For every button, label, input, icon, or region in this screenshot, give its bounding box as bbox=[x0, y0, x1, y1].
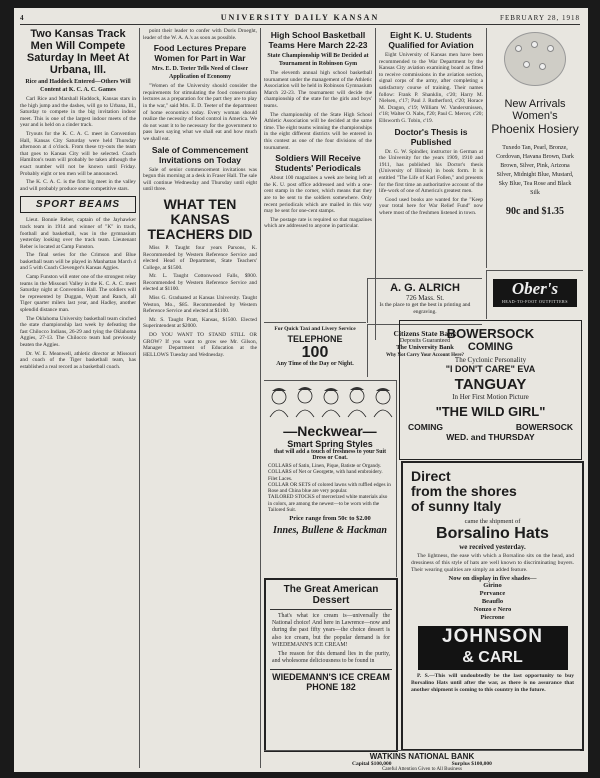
sport-p4: Lieut. Bonnie Reber, captain of the Jayhawker track team in 1914 and winner of "K" in track, football and basketball, was in the gymnasium yesterday looking over the track team. Lieutenant Reber is located at Camp Funston. bbox=[20, 217, 136, 250]
borsa-shade: Pervance bbox=[479, 590, 506, 598]
bank-name: Citizens State Bank bbox=[393, 329, 457, 338]
taxi-line1: For Quick Taxi and Livery Service bbox=[274, 326, 356, 332]
watkins-name: WATKINS NATIONAL BANK bbox=[369, 752, 475, 761]
borsa-shade: Piecrone bbox=[480, 614, 505, 622]
hs-p1: The eleventh annual high school basketball tournament under the management of the Athletic Association will be held in Robinson Gymnasium March 22-23. The tournament will decide the championship of the state for the girls and boys' teams. bbox=[264, 70, 372, 109]
wa-intro: point their leader to confer with Doris Droeght, leader of the W. A. A.'s as soon as possible. bbox=[143, 28, 257, 41]
track-subhead: Rice and Haddock Entered—Others Will Content at K. C. A. C. Games bbox=[25, 79, 131, 93]
teachers-p4: Mr. L. Taught Cottonwood Falls, $900. Recommended by Western Reference Service and elected at $1100. bbox=[143, 273, 257, 293]
news-colors: Tuxedo Tan, Pearl, Bronze, Cordovan, Havana Brown, Dark Brown, Silver, Pink, Arizona Silver, Midnight Blue, Mustard, Sky Blue, Tea Rose and Black Silk bbox=[496, 145, 574, 196]
neck-sub: Smart Spring Styles bbox=[287, 439, 373, 449]
aviation-p1: Eight University of Kansas men have been recommended to the War Department by the Kansas City aviation examining board as fitted to receive commissions in the aviation section, signal corps of the army, after completing a satisfactory course of training. Their names follow: Frank P. Shanklin, c'20; Harry M. Nielsen, c'17; Paul J. Rutherford, c'20; Horace M. Dragon, c'19; William W. Vandersmissen, c'18; Walter O. Nabs, f'20; Paul C. Mercer, c'20; Ellsworth G. Tobin, c'19. bbox=[379, 52, 483, 124]
bower-when-row bbox=[400, 419, 581, 432]
teachers-p3: Miss P. Taught four years Parsons, K. Recommended by Western Reference Service and elected Head of Department, State Teachers' College, at $1500. bbox=[143, 244, 257, 271]
teachers-p6: Mr. S. Taught Pratt, Kansas, $1500. Elected Superintendent at $2000. bbox=[143, 316, 257, 330]
hs-basketball-subhead: State Championship Will Be Decided at Tournament in Robinson Gym bbox=[267, 53, 369, 67]
dessert-phone: PHONE 182 bbox=[306, 682, 356, 693]
dessert-p2: The reason for this demand lies in the purity, and wholesome deliciousness to be found in bbox=[272, 651, 390, 665]
bower-coming: COMING bbox=[467, 341, 514, 353]
dessert-brand: WIEDEMANN'S ICE CREAM bbox=[272, 672, 390, 683]
column-1 bbox=[20, 28, 136, 768]
soldiers-headline: Soldiers Will Receive Students' Periodicals bbox=[274, 153, 362, 174]
wiedemann-ad bbox=[264, 578, 398, 752]
neck-title: —Neckwear— bbox=[283, 423, 377, 439]
news-price: 90c and $1.35 bbox=[505, 206, 565, 217]
page-number: 4 bbox=[20, 14, 25, 22]
borsa-received: we received yesterday. bbox=[459, 543, 526, 551]
neck-details bbox=[264, 461, 396, 513]
sport-p6: Camp Funston will enter one of the strongest relay teams in the Missouri Valley in the K. C. A. C. meet Saturday night at Convention Hall. The soldiers will be represented by Duggan, Wyatt and Ranch, all Tiger quarter milers last year, and Hadley, another splendid distance man. bbox=[20, 274, 136, 314]
borsa-ps: P. S.—This will undoubtedly be the last opportunity to buy Borsalino Hats until after the war, as there is no assurance that another shipment is coming to this country in the future. bbox=[411, 673, 574, 693]
borsa-shade: Beauflo bbox=[481, 598, 504, 606]
borsa-italy: of sunny Italy bbox=[411, 498, 502, 514]
food-subhead: Mrs. E. D. Teeter Tells Need of Closer Application of Economy bbox=[151, 66, 249, 81]
sport-p7: The Oklahoma University basketball team cinched the state championship last week by defeating the fast Chilocco Indians, 26-29 and tying the Oklahoma Aggies, 27-13. The Chilocco team had previously beaten the Aggies. bbox=[20, 315, 136, 348]
taxi-ad bbox=[264, 322, 366, 379]
alrich-name: A. G. ALRICH bbox=[390, 282, 460, 294]
taxi-line3: Any Time of the Day or Night. bbox=[276, 361, 354, 367]
borsalino-ad bbox=[401, 461, 584, 751]
neckwear-ad bbox=[264, 380, 397, 577]
column-2 bbox=[143, 28, 257, 768]
obers-logo: Ober's HEAD-TO-FOOT OUTFITTERS bbox=[493, 279, 577, 307]
hs-p2: The championship of the State High School Athletic Association will be decided at the same time. The eight teams winning the championships in the eight different districts will be entered in this contest as one of the four divisions of the tournament. bbox=[264, 111, 372, 151]
bower-quote: "I DON'T CARE" EVA bbox=[445, 364, 536, 374]
watkins-tag: Careful Attention Given to All Business bbox=[382, 767, 462, 772]
track-p3: The K. C. A. C. is the first big meet in the valley and will probably produce some competitive stars. bbox=[20, 179, 136, 192]
newspaper-page bbox=[14, 8, 588, 772]
bower-title: BOWERSOCK bbox=[446, 326, 535, 341]
alrich-tagline: Is the place to get the best in printing and engraving. bbox=[379, 302, 471, 315]
masthead bbox=[20, 10, 580, 25]
soldiers-p4: The postage rate is required so that magazines which are addressed to anyone in particular. bbox=[264, 216, 372, 230]
sale-headline: Sale of Commencement Invitations on Today bbox=[151, 144, 249, 165]
alrich-ad bbox=[367, 278, 482, 323]
column-rule bbox=[139, 28, 140, 768]
issue-date: FEBRUARY 28, 1918 bbox=[500, 14, 580, 22]
neck-detail: TAILORED STOCKS of mercerized white materials also in colors, are among the newest—to be worn with the Tailored Suit. bbox=[268, 494, 388, 514]
borsa-direct: Direct bbox=[411, 468, 451, 484]
bower-sub: The Cyclonic Personality bbox=[454, 356, 527, 364]
column-3 bbox=[264, 28, 372, 340]
borsa-name: Borsalino Hats bbox=[436, 525, 549, 542]
neckwear-illustration bbox=[265, 383, 395, 423]
bower-film: "THE WILD GIRL" bbox=[435, 404, 546, 419]
borsa-came: came the shipment of bbox=[464, 518, 521, 525]
thesis-p2: Dr. G. W. Spindler, instructor in German at the University for the years 1909, 1910 and 1911, has published his Doctor's thesis (University of Illinois) in book form. It is entitled "The Life of Karl Follen," and presents for the first time an authoritative account of the life-work of one of America's greatest men. bbox=[379, 148, 483, 195]
johnson-name: JOHNSON bbox=[442, 626, 543, 648]
track-p2: Tryouts for the K. C. A. C. meet in Convention Hall, Kansas City Saturday were held Thursday afternoon at 4 o'clock. From these try-outs the team that goes to Kansas City will be selected. Coach Hamilton's team will probably be taken although the exact number will not be known until Friday. Probably eight or ten men will be announced. bbox=[20, 130, 136, 177]
books-p3: Good used books are wanted for the "Keep your trotal here for War Relief Fund" now where most of the freshmen listened in town. bbox=[379, 196, 483, 216]
sale-p2: Sale of senior commencement invitations was begun this morning at a desk in Fraser Hall. The sale will continue Wednesday and Thursday until eight until three. bbox=[143, 166, 257, 193]
dessert-title: The Great American Dessert bbox=[283, 584, 379, 606]
taxi-number: 100 bbox=[301, 344, 329, 361]
borsa-shades bbox=[403, 582, 582, 622]
neck-detail: COLLAR OR SETS of colored lawns with ruffled edges in Rose and China blue are very popular. bbox=[268, 481, 391, 495]
bower-when1: COMING bbox=[408, 422, 443, 432]
carl-name: & CARL bbox=[462, 649, 523, 667]
track-headline: Two Kansas Track Men Will Compete Saturday In Meet At Urbana, Ill. bbox=[26, 28, 130, 76]
bank-line2: Deposits Guaranteed bbox=[399, 338, 451, 344]
neck-detail: COLLARS of Net or Georgette, with hand embroidery. Filet Laces. bbox=[268, 469, 383, 482]
bowersock-ad bbox=[399, 320, 582, 460]
news-main: Phoenix Hosiery bbox=[491, 122, 579, 136]
food-p1: "Women of the University should consider the requirements for stimulating the food conservation lectures as a preparation for the part they are to play in the war," said Mrs. E. D. Teeter of the department of home economics today. Every woman should realize the necessity of food control in America. We do not want it to be necessary for the government to pass laws saying what we shall eat and how much we shall eat. bbox=[143, 83, 257, 142]
neck-signature: Innes, Bullene & Hackman bbox=[273, 525, 387, 537]
news-title: New Arrivals bbox=[504, 98, 566, 110]
borsa-desc: The lightness, the ease with which a Borsalino sits on the head, and dressiness of this style of hats are well known to discriminating buyers. Their wearing qualities are simply an added feature. bbox=[411, 553, 574, 573]
aviation-headline: Eight K. U. Students Qualified for Aviation bbox=[388, 30, 474, 50]
news-sub: Women's bbox=[512, 110, 558, 122]
soldiers-p3: About 100 magazines a week are being left at the K. U. post office addressed and with a one-cent stamp in the corner, which means that they are to be sent to the soldiers somewhere. Only recent periodicals which are mailed in this way may be sent for one-cent stamps. bbox=[264, 175, 372, 215]
neck-price: Price range from 50c to $2.00 bbox=[289, 515, 371, 523]
alrich-address: 726 Mass. St. bbox=[405, 294, 445, 302]
hs-basketball-headline: High School Basketball Teams Here March 22-23 bbox=[268, 30, 368, 50]
bower-star: TANGUAY bbox=[454, 376, 527, 393]
paper-name: UNIVERSITY DAILY KANSAN bbox=[220, 13, 380, 22]
obers-ad bbox=[486, 270, 583, 319]
taxi-line2: TELEPHONE bbox=[287, 334, 343, 344]
column-rule bbox=[260, 28, 261, 768]
dessert-p1: That's what ice cream is—universally the National choice! And here in Lawrence—now and during the past fifty years—the choice dessert is also ice cream, but the popular demand is for WIEDEMANN'S ICE CREAM! bbox=[272, 613, 390, 648]
track-p1: Carl Rice and Marshall Haddock, Kansas stars in the high jump and the dashes, will go to Urbana, Ill., Saturday to compete in the big invitation indoor meet. This is one of the largest indoor meets of the year and is held on a cinder track. bbox=[20, 96, 136, 129]
sport-p8: Dr. W. E. Meanwell, athletic director at Missouri and coach of the Tiger basketball team, has established a real record as a basketball coach. bbox=[20, 350, 136, 370]
bower-in: In Her First Motion Picture bbox=[452, 393, 529, 401]
watkins-capital: Capital $100,000 bbox=[352, 761, 392, 767]
bank-line3: The University Bank bbox=[396, 344, 454, 351]
teachers-headline: WHAT TEN KANSAS TEACHERS DID bbox=[147, 195, 253, 242]
teachers-closing: DO YOU WANT TO STAND STILL OR GROW? If you want to grow see Mr. Gilson, Manager Department of Education at the HELLOWS Tuesday and Wednesday. bbox=[143, 332, 257, 358]
neck-line: that will add a touch of freshness to your Suit Dress or Coat. bbox=[273, 449, 387, 461]
borsa-shade: Nonzo e Nero bbox=[473, 606, 512, 614]
borsa-from: from the shores bbox=[411, 483, 517, 499]
column-4 bbox=[379, 28, 483, 294]
sport-p5: The final series for the Crimson and Blue basketball team will be played in Manhattan March 4 and 5 with Coach Clevenger's Kansas Aggies. bbox=[20, 252, 136, 272]
borsa-shade: Girino bbox=[483, 582, 502, 590]
johnson-carl-logo bbox=[418, 626, 568, 670]
borsa-display: Now on display in five shades— bbox=[448, 575, 537, 583]
thesis-headline: Doctor's Thesis is Published bbox=[394, 126, 468, 147]
hosiery-photo bbox=[504, 32, 566, 86]
phoenix-hosiery-ad bbox=[486, 28, 583, 268]
watkins-bank-ad bbox=[264, 750, 580, 772]
food-headline: Food Lectures Prepare Women for Part in War bbox=[153, 43, 247, 64]
sport-beams-banner: SPORT BEAMS bbox=[20, 196, 136, 213]
neck-detail: COLLARS of Satin, Linen, Pique, Batiste or Organdy. bbox=[268, 463, 382, 469]
bower-when3: WED. and THURSDAY bbox=[446, 432, 535, 442]
bank-line4: Why Not Carry Your Account Here? bbox=[385, 353, 465, 358]
watkins-surplus: Surplus $100,000 bbox=[451, 761, 492, 767]
teachers-p5: Miss G. Graduated at Kansas University. Taught Weston, Mo., $85. Recommended by Western Reference Service and elected at $1100. bbox=[143, 295, 257, 315]
bower-when2: BOWERSOCK bbox=[515, 422, 573, 432]
